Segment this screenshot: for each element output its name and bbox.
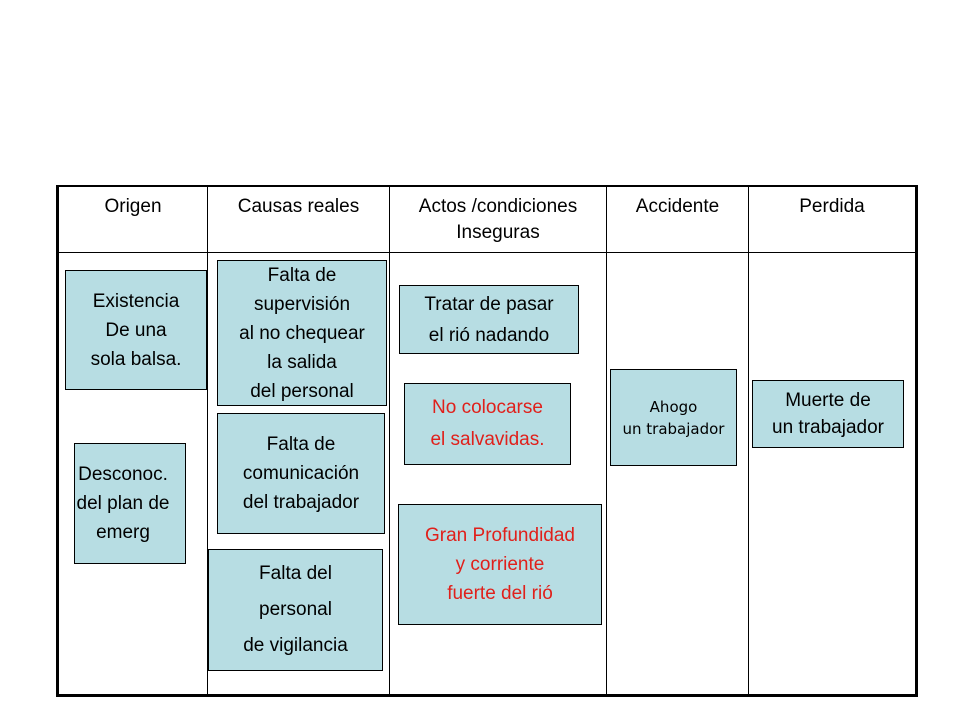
perdida-box-muerte: [752, 380, 904, 448]
actos-box-nadando: [399, 285, 579, 354]
perdida-box-muerte-text: Muerte de un trabajador: [772, 390, 884, 438]
causas-box-supervision: [217, 260, 387, 406]
actos-box-salvavidas-text: No colocarse el salvavidas.: [430, 397, 545, 450]
causas-box-vigilancia-text: Falta del personal de vigilancia: [243, 563, 348, 656]
header-causas-reales: Causas reales: [237, 196, 360, 217]
column-divider-3: [606, 185, 607, 697]
condicion-box-profundidad-text: Gran Profundidad y corriente fuerte del rió: [425, 525, 575, 604]
causas-box-comunicacion-text: Falta de comunicación del trabajador: [242, 434, 360, 513]
origen-box-existencia: [65, 270, 207, 390]
column-divider-2: [389, 185, 390, 697]
actos-box-nadando-text: Tratar de pasar el rió nadando: [424, 293, 554, 346]
origen-box-existencia-text: Existencia De una sola balsa.: [90, 290, 182, 370]
causas-box-supervision-text: Falta de supervisión al no chequear la salida del personal: [239, 264, 365, 402]
header-origen: Origen: [104, 196, 162, 217]
causas-box-comunicacion: [217, 413, 385, 534]
header-divider: [56, 252, 918, 253]
accidente-box-ahogo-text: Ahogo un trabajador: [622, 397, 725, 438]
header-accidente: Accidente: [635, 196, 720, 217]
column-divider-4: [748, 185, 749, 697]
causas-box-vigilancia: [208, 549, 383, 671]
accidente-box-ahogo: [610, 369, 737, 466]
header-perdida: Perdida: [799, 196, 865, 217]
condicion-box-profundidad: [398, 504, 602, 625]
actos-box-salvavidas: [404, 383, 571, 465]
origen-box-desconocimiento: [74, 443, 186, 564]
origen-box-desconocimiento-text: Desconoc. del plan de emerg: [76, 464, 170, 543]
header-actos-condiciones: Actos /condiciones Inseguras: [418, 196, 578, 243]
